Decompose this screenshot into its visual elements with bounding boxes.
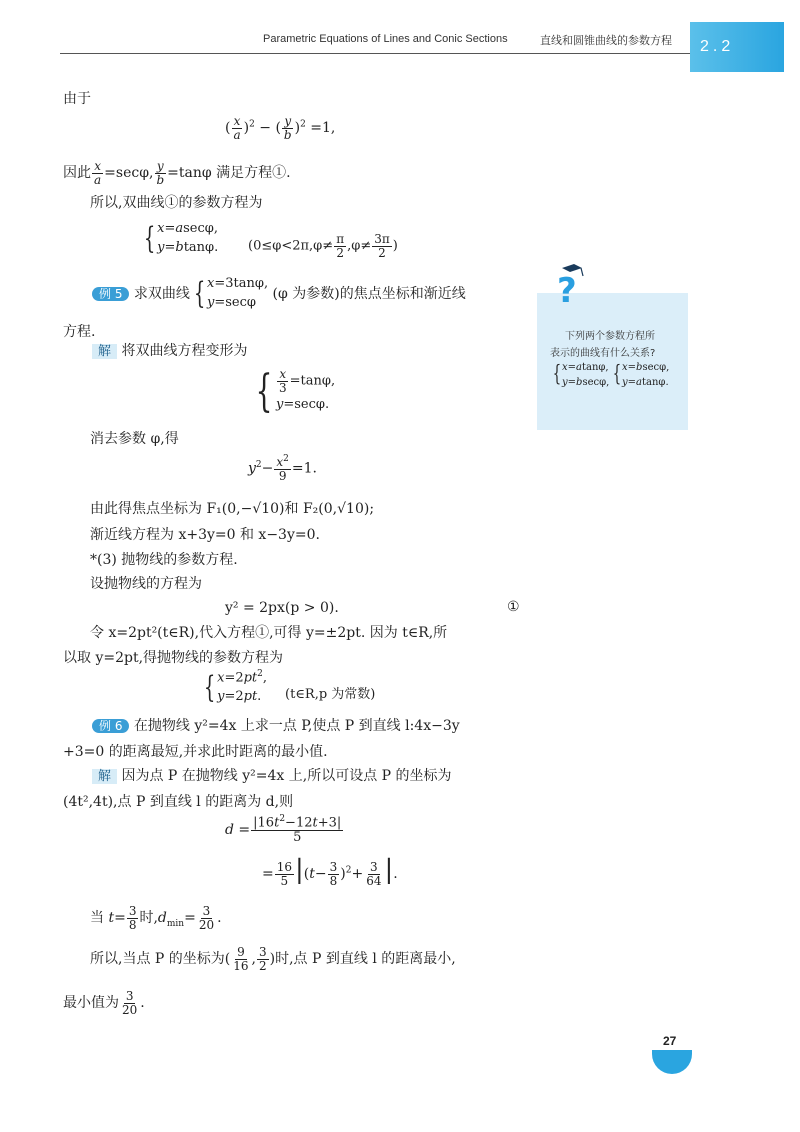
- example-6-solution-line1: [92, 769, 452, 784]
- param-system-parabola: { $x=2pt^2$, y=2pt.: [203, 669, 268, 705]
- conclusion-line2: 最小值为 $\frac{3}{20}$ .: [63, 989, 145, 1017]
- example-6-tag: 例 6: [92, 719, 129, 733]
- param-system-hyperbola: { x=asecφ, y=btanφ.: [143, 220, 219, 256]
- section-number: 2.2: [700, 38, 735, 55]
- equation-parabola: y² = 2px(p > 0).: [225, 600, 339, 616]
- text-eliminate: 消去参数 φ,得: [90, 431, 179, 447]
- text-youyu: 由于: [63, 91, 91, 107]
- range-note: (0≤φ<2π,φ≠ $\frac{\pi}{2}$ ,φ≠ $\frac{3\pi}{2}$ ): [248, 232, 398, 260]
- text-yinci-line: 因此 $\frac{x}{a}$ =secφ, $\frac{y}{b}$ =tanφ 满足方程①.: [63, 159, 291, 187]
- example-5-text-tail: (φ 为参数)的焦点坐标和渐近线: [272, 285, 466, 302]
- example-5-solution-intro: [92, 344, 247, 359]
- page-number: 27: [663, 1034, 677, 1048]
- example-5-solution-text: 将双曲线方程变形为: [121, 343, 248, 359]
- text-let-line1: 令 x=2pt²(t∈R),代入方程①,可得 y=±2pt. 因为 t∈R,所: [90, 625, 448, 641]
- conclusion-min-label: 最小值为: [63, 995, 119, 1012]
- text-when: 当: [90, 910, 104, 927]
- text-when-t: 当 t= $\frac{3}{8}$ 时$,d_{min}=$ $\frac{3}{20}$ .: [90, 904, 222, 932]
- conclusion-line1: 所以,当点 P 的坐标为( $\frac{9}{16}$ , $\frac{3}{2}$ )时,点 P 到直线 l 的距离最小,: [90, 945, 456, 973]
- solution-tag: 解: [92, 344, 117, 359]
- example-6-line1: [92, 719, 460, 733]
- header-english-title: Parametric Equations of Lines and Conic Sections: [263, 33, 508, 45]
- example-6-line2: +3=0 的距离最短,并求此时距离的最小值.: [63, 744, 328, 760]
- sidebar-system-2: { x=bsecφ, y=atanφ.: [612, 362, 670, 388]
- text-let-line2: 以取 y=2pt,得抛物线的参数方程为: [63, 650, 284, 666]
- equation-number-1: ①: [507, 599, 520, 615]
- equation-hyperbola: ( $\frac{x}{a}$ )$^2$ − ( $\frac{y}{b}$ )$^2$ =1,: [225, 114, 336, 142]
- param-note: (t∈R,p 为常数): [285, 687, 376, 702]
- example-6-solution-line2: (4t²,4t),点 P 到直线 l 的距离为 d,则: [63, 794, 294, 810]
- text-foci: 由此得焦点坐标为 F₁(0,−√10)和 F₂(0,√10);: [90, 501, 375, 517]
- example-6-solution-text: 因为点 P 在抛物线 y²=4x 上,所以可设点 P 的坐标为: [121, 768, 452, 784]
- header-chinese-title: 直线和圆锥曲线的参数方程: [540, 34, 672, 47]
- sidebar-line1: 下列两个参数方程所: [565, 331, 655, 342]
- example-5-text: 求双曲线: [133, 285, 190, 302]
- section-number-box: [690, 22, 784, 72]
- equation-y2-x2-9: $y^2-$ $\frac{x^2}{9}$ =1.: [248, 454, 317, 483]
- sidebar-line2: 表示的曲线有什么关系?: [550, 348, 656, 359]
- example-5-line2: 方程.: [63, 324, 96, 340]
- sidebar-system-1: { x=atanφ, y=bsecφ,: [552, 362, 610, 388]
- conclusion-part-a: 所以,当点 P 的坐标为: [90, 951, 225, 968]
- text-set-parabola: 设抛物线的方程为: [90, 576, 202, 592]
- text-shi: 时,: [139, 910, 158, 927]
- question-mark-glyph: ?: [557, 271, 577, 306]
- question-icon: [548, 262, 588, 306]
- param-system-transformed: { $\frac{x}{3}$ =tanφ, y=secφ.: [255, 366, 336, 418]
- example-5-tag: 例 5: [92, 287, 129, 301]
- conclusion-part-b: 时,点 P 到直线 l 的距离最小,: [275, 951, 456, 968]
- text-yinci: 因此: [63, 165, 91, 182]
- equation-distance: d = $\frac{|16t^2-12t+3|}{5}$: [225, 814, 342, 845]
- page-number-tab: [652, 1050, 692, 1074]
- solution-tag-2: 解: [92, 769, 117, 784]
- text-manzu: 满足方程①.: [216, 165, 291, 182]
- text-asymptotes: 渐近线方程为 x+3y=0 和 x−3y=0.: [90, 527, 320, 543]
- example-6-text: 在抛物线 y²=4x 上求一点 P,使点 P 到直线 l:4x−3y: [133, 718, 460, 734]
- text-suoyi-hyperbola: 所以,双曲线①的参数方程为: [90, 195, 263, 211]
- equation-distance-simplified: = $\frac{16}{5}$ |(t− $\frac{3}{8}$ )$^2$+ $\frac{3}{64}$ |.: [262, 855, 398, 888]
- example-5-question: 例 5 求双曲线 { x=3tanφ, y=secφ (φ 为参数)的焦点坐标和渐近线: [92, 275, 466, 313]
- subsection-3-heading: *(3) 抛物线的参数方程.: [90, 552, 238, 568]
- header-rule: [60, 53, 690, 54]
